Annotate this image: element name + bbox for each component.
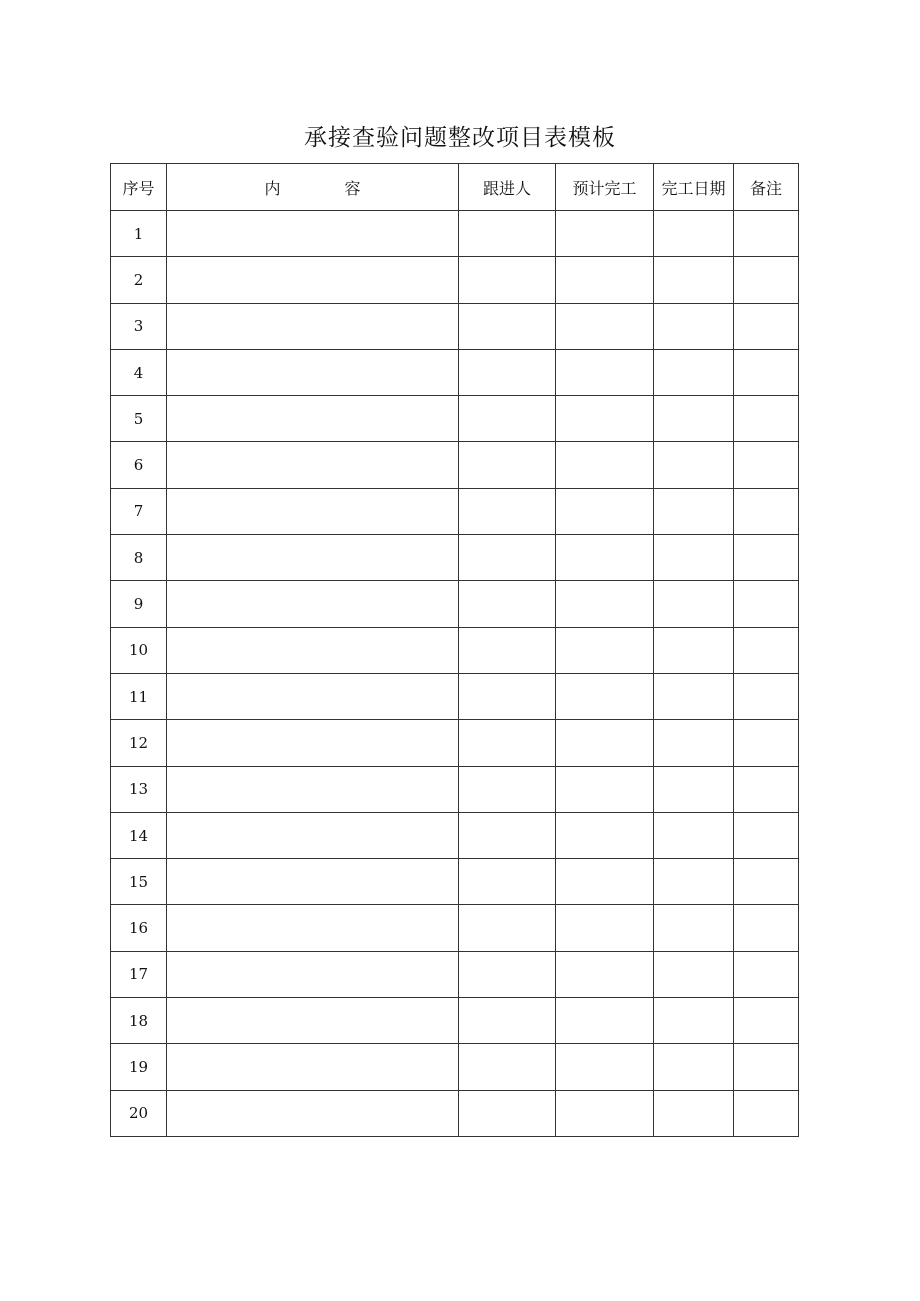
row-number: 20 bbox=[111, 1090, 167, 1136]
planned-completion-cell[interactable] bbox=[556, 396, 654, 442]
remarks-cell[interactable] bbox=[734, 257, 799, 303]
completion-date-cell[interactable] bbox=[654, 535, 734, 581]
planned-completion-cell[interactable] bbox=[556, 766, 654, 812]
row-number: 5 bbox=[111, 396, 167, 442]
table-row bbox=[111, 535, 799, 581]
content-cell[interactable] bbox=[167, 303, 459, 349]
header-content-label: 内容 bbox=[264, 178, 425, 198]
content-cell[interactable] bbox=[167, 1090, 459, 1136]
completion-date-cell[interactable] bbox=[654, 998, 734, 1044]
planned-completion-cell[interactable] bbox=[556, 673, 654, 719]
follower-cell[interactable] bbox=[459, 1044, 556, 1090]
table-row bbox=[111, 766, 799, 812]
row-number: 7 bbox=[111, 488, 167, 534]
content-cell[interactable] bbox=[167, 211, 459, 257]
row-number: 19 bbox=[111, 1044, 167, 1090]
follower-cell[interactable] bbox=[459, 720, 556, 766]
remarks-cell[interactable] bbox=[734, 673, 799, 719]
completion-date-cell[interactable] bbox=[654, 951, 734, 997]
row-number: 4 bbox=[111, 349, 167, 395]
completion-date-cell[interactable] bbox=[654, 442, 734, 488]
completion-date-cell[interactable] bbox=[654, 349, 734, 395]
content-cell[interactable] bbox=[167, 257, 459, 303]
follower-cell[interactable] bbox=[459, 951, 556, 997]
follower-cell[interactable] bbox=[459, 581, 556, 627]
follower-cell[interactable] bbox=[459, 673, 556, 719]
planned-completion-cell[interactable] bbox=[556, 581, 654, 627]
remarks-cell[interactable] bbox=[734, 766, 799, 812]
table-row bbox=[111, 998, 799, 1044]
completion-date-cell[interactable] bbox=[654, 257, 734, 303]
row-number: 15 bbox=[111, 859, 167, 905]
remarks-cell[interactable] bbox=[734, 812, 799, 858]
follower-cell[interactable] bbox=[459, 766, 556, 812]
content-cell[interactable] bbox=[167, 951, 459, 997]
completion-date-cell[interactable] bbox=[654, 1090, 734, 1136]
planned-completion-cell[interactable] bbox=[556, 859, 654, 905]
follower-cell[interactable] bbox=[459, 349, 556, 395]
completion-date-cell[interactable] bbox=[654, 720, 734, 766]
completion-date-cell[interactable] bbox=[654, 627, 734, 673]
table-header bbox=[111, 164, 799, 211]
completion-date-cell[interactable] bbox=[654, 905, 734, 951]
row-number: 16 bbox=[111, 905, 167, 951]
follower-cell[interactable] bbox=[459, 1090, 556, 1136]
completion-date-cell[interactable] bbox=[654, 581, 734, 627]
content-cell[interactable] bbox=[167, 396, 459, 442]
planned-completion-cell[interactable] bbox=[556, 211, 654, 257]
row-number: 8 bbox=[111, 535, 167, 581]
table-row bbox=[111, 1090, 799, 1136]
content-cell[interactable] bbox=[167, 488, 459, 534]
remarks-cell[interactable] bbox=[734, 581, 799, 627]
table-row bbox=[111, 211, 799, 257]
content-cell[interactable] bbox=[167, 627, 459, 673]
row-number: 2 bbox=[111, 257, 167, 303]
planned-completion-cell[interactable] bbox=[556, 1044, 654, 1090]
table-row bbox=[111, 812, 799, 858]
header-completion-date: 完工日期 bbox=[654, 164, 734, 211]
content-cell[interactable] bbox=[167, 812, 459, 858]
row-number: 13 bbox=[111, 766, 167, 812]
completion-date-cell[interactable] bbox=[654, 1044, 734, 1090]
table-row bbox=[111, 257, 799, 303]
table-row bbox=[111, 720, 799, 766]
header-remarks: 备注 bbox=[734, 164, 799, 211]
remarks-cell[interactable] bbox=[734, 905, 799, 951]
table-row bbox=[111, 488, 799, 534]
follower-cell[interactable] bbox=[459, 998, 556, 1044]
content-cell[interactable] bbox=[167, 581, 459, 627]
planned-completion-cell[interactable] bbox=[556, 627, 654, 673]
planned-completion-cell[interactable] bbox=[556, 488, 654, 534]
remarks-cell[interactable] bbox=[734, 1044, 799, 1090]
header-no: 序号 bbox=[111, 164, 167, 211]
follower-cell[interactable] bbox=[459, 442, 556, 488]
table-row bbox=[111, 673, 799, 719]
rectification-table bbox=[110, 163, 799, 1137]
row-number: 11 bbox=[111, 673, 167, 719]
follower-cell[interactable] bbox=[459, 257, 556, 303]
table-row bbox=[111, 951, 799, 997]
planned-completion-cell[interactable] bbox=[556, 349, 654, 395]
content-cell[interactable] bbox=[167, 905, 459, 951]
remarks-cell[interactable] bbox=[734, 720, 799, 766]
completion-date-cell[interactable] bbox=[654, 396, 734, 442]
follower-cell[interactable] bbox=[459, 627, 556, 673]
table-row bbox=[111, 396, 799, 442]
remarks-cell[interactable] bbox=[734, 951, 799, 997]
completion-date-cell[interactable] bbox=[654, 673, 734, 719]
table-body bbox=[111, 211, 799, 1137]
completion-date-cell[interactable] bbox=[654, 303, 734, 349]
completion-date-cell[interactable] bbox=[654, 488, 734, 534]
planned-completion-cell[interactable] bbox=[556, 303, 654, 349]
page-title: 承接查验问题整改项目表模板 bbox=[304, 125, 616, 151]
content-cell[interactable] bbox=[167, 673, 459, 719]
follower-cell[interactable] bbox=[459, 488, 556, 534]
header-content bbox=[167, 164, 459, 211]
follower-cell[interactable] bbox=[459, 535, 556, 581]
content-cell[interactable] bbox=[167, 349, 459, 395]
table-row bbox=[111, 581, 799, 627]
table-row bbox=[111, 349, 799, 395]
planned-completion-cell[interactable] bbox=[556, 720, 654, 766]
completion-date-cell[interactable] bbox=[654, 859, 734, 905]
content-cell[interactable] bbox=[167, 1044, 459, 1090]
row-number: 14 bbox=[111, 812, 167, 858]
row-number: 17 bbox=[111, 951, 167, 997]
planned-completion-cell[interactable] bbox=[556, 535, 654, 581]
planned-completion-cell[interactable] bbox=[556, 812, 654, 858]
planned-completion-cell[interactable] bbox=[556, 951, 654, 997]
completion-date-cell[interactable] bbox=[654, 211, 734, 257]
table-row bbox=[111, 627, 799, 673]
remarks-cell[interactable] bbox=[734, 535, 799, 581]
content-cell[interactable] bbox=[167, 998, 459, 1044]
row-number: 3 bbox=[111, 303, 167, 349]
remarks-cell[interactable] bbox=[734, 442, 799, 488]
content-cell[interactable] bbox=[167, 720, 459, 766]
completion-date-cell[interactable] bbox=[654, 812, 734, 858]
remarks-cell[interactable] bbox=[734, 1090, 799, 1136]
table-row bbox=[111, 905, 799, 951]
row-number: 10 bbox=[111, 627, 167, 673]
remarks-cell[interactable] bbox=[734, 349, 799, 395]
remarks-cell[interactable] bbox=[734, 211, 799, 257]
content-cell[interactable] bbox=[167, 535, 459, 581]
row-number: 18 bbox=[111, 998, 167, 1044]
table-row bbox=[111, 303, 799, 349]
planned-completion-cell[interactable] bbox=[556, 442, 654, 488]
remarks-cell[interactable] bbox=[734, 627, 799, 673]
remarks-cell[interactable] bbox=[734, 488, 799, 534]
remarks-cell[interactable] bbox=[734, 859, 799, 905]
header-follower: 跟进人 bbox=[459, 164, 556, 211]
table-row bbox=[111, 1044, 799, 1090]
row-number: 9 bbox=[111, 581, 167, 627]
follower-cell[interactable] bbox=[459, 859, 556, 905]
follower-cell[interactable] bbox=[459, 396, 556, 442]
remarks-cell[interactable] bbox=[734, 303, 799, 349]
follower-cell[interactable] bbox=[459, 211, 556, 257]
follower-cell[interactable] bbox=[459, 303, 556, 349]
header-planned-completion: 预计完工 bbox=[556, 164, 654, 211]
planned-completion-cell[interactable] bbox=[556, 257, 654, 303]
follower-cell[interactable] bbox=[459, 905, 556, 951]
content-cell[interactable] bbox=[167, 442, 459, 488]
row-number: 12 bbox=[111, 720, 167, 766]
table-row bbox=[111, 859, 799, 905]
header-row bbox=[111, 164, 799, 211]
planned-completion-cell[interactable] bbox=[556, 1090, 654, 1136]
planned-completion-cell[interactable] bbox=[556, 905, 654, 951]
remarks-cell[interactable] bbox=[734, 396, 799, 442]
completion-date-cell[interactable] bbox=[654, 766, 734, 812]
follower-cell[interactable] bbox=[459, 812, 556, 858]
content-cell[interactable] bbox=[167, 766, 459, 812]
table-row bbox=[111, 442, 799, 488]
row-number: 1 bbox=[111, 211, 167, 257]
planned-completion-cell[interactable] bbox=[556, 998, 654, 1044]
content-cell[interactable] bbox=[167, 859, 459, 905]
remarks-cell[interactable] bbox=[734, 998, 799, 1044]
row-number: 6 bbox=[111, 442, 167, 488]
